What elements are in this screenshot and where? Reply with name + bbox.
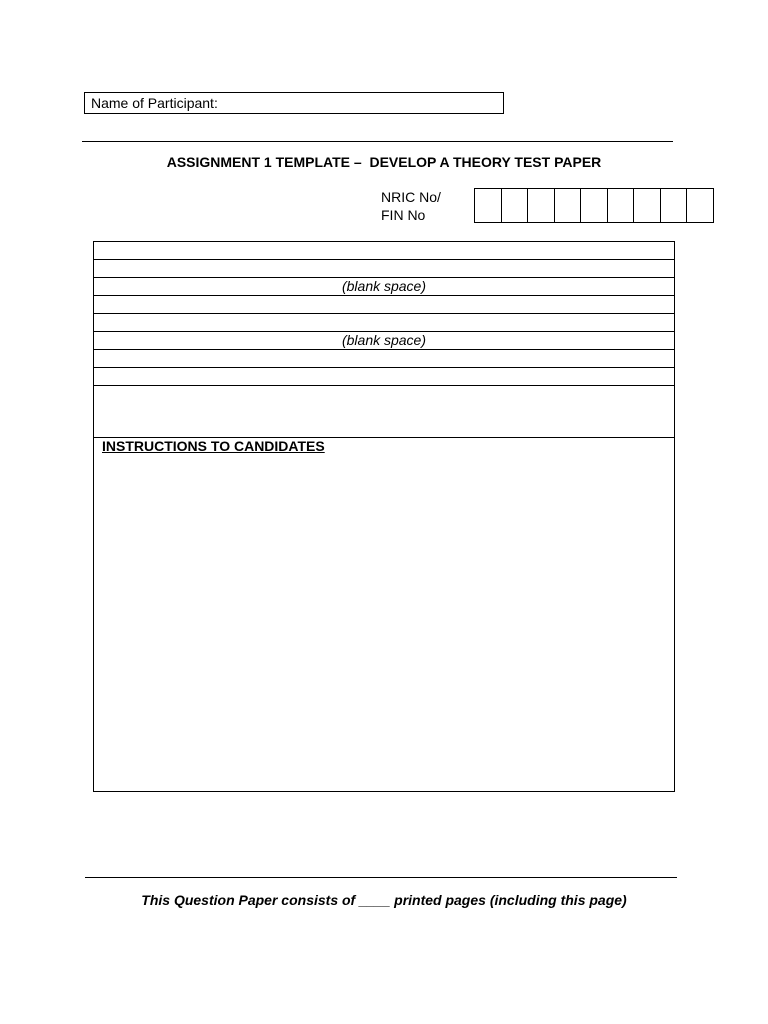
page-count-note: This Question Paper consists of ____ printed pages (including this page) <box>141 892 627 908</box>
table-row[interactable] <box>94 278 674 296</box>
nric-box[interactable] <box>687 189 714 222</box>
table-row[interactable] <box>94 386 674 438</box>
page-title: ASSIGNMENT 1 TEMPLATE – DEVELOP A THEORY TEST PAPER <box>166 154 602 170</box>
nric-box[interactable] <box>661 189 688 222</box>
nric-box[interactable] <box>502 189 529 222</box>
nric-box[interactable] <box>555 189 582 222</box>
participant-name-field[interactable] <box>84 92 504 114</box>
table-row[interactable] <box>94 350 674 368</box>
table-row[interactable] <box>94 260 674 278</box>
table-row[interactable] <box>94 314 674 332</box>
instructions-section[interactable] <box>94 438 674 455</box>
table-row[interactable] <box>94 368 674 386</box>
table-row[interactable] <box>94 242 674 260</box>
instructions-heading: INSTRUCTIONS TO CANDIDATES <box>102 438 325 454</box>
nric-box[interactable] <box>475 189 502 222</box>
nric-input-boxes <box>474 188 714 223</box>
nric-label <box>381 188 441 224</box>
paper-details-table <box>93 241 675 792</box>
blank-space-label: (blank space) <box>341 332 427 348</box>
bottom-divider <box>85 877 677 878</box>
blank-space-label: (blank space) <box>341 278 427 294</box>
nric-box[interactable] <box>634 189 661 222</box>
nric-box[interactable] <box>581 189 608 222</box>
nric-label-line2: FIN No <box>381 207 426 223</box>
table-row[interactable] <box>94 296 674 314</box>
table-row[interactable] <box>94 332 674 350</box>
top-divider <box>82 141 673 142</box>
participant-name-label: Name of Participant: <box>91 95 218 111</box>
nric-box[interactable] <box>608 189 635 222</box>
nric-label-line1: NRIC No/ <box>381 189 441 205</box>
nric-box[interactable] <box>528 189 555 222</box>
